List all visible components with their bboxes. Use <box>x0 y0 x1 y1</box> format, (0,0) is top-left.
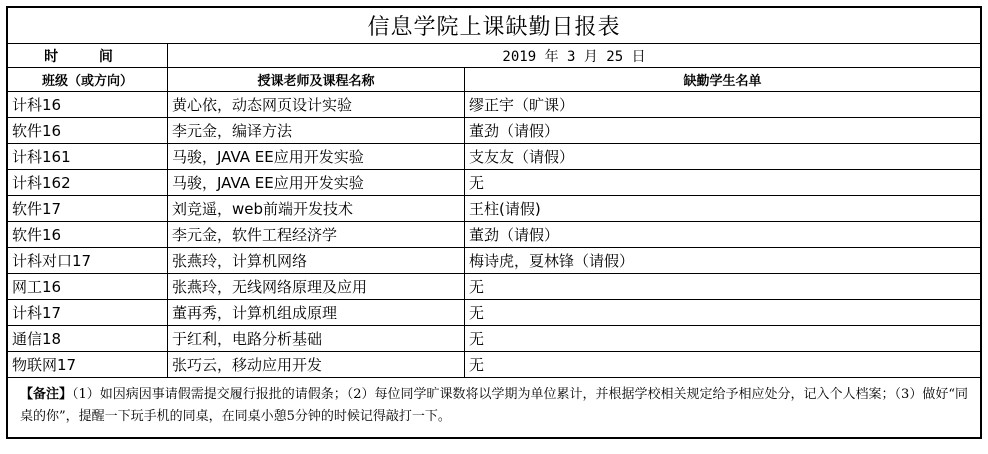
class-cell: 通信18 <box>8 326 168 352</box>
notes-row <box>8 378 981 438</box>
absence-report-sheet <box>6 6 982 439</box>
absent-cell: 缪正宇（旷课） <box>465 92 981 118</box>
time-label: 时 间 <box>8 44 168 68</box>
table-row <box>8 196 981 222</box>
class-cell: 计科对口17 <box>8 248 168 274</box>
absent-cell: 无 <box>465 300 981 326</box>
class-cell: 网工16 <box>8 274 168 300</box>
teacher-course-cell: 刘竞遥，web前端开发技术 <box>168 196 465 222</box>
table-row <box>8 274 981 300</box>
table-row <box>8 300 981 326</box>
report-title: 信息学院上课缺勤日报表 <box>8 8 981 44</box>
absent-cell: 董劲（请假） <box>465 222 981 248</box>
absent-cell: 支友友（请假） <box>465 144 981 170</box>
absent-cell: 董劲（请假） <box>465 118 981 144</box>
teacher-course-cell: 李元金，软件工程经济学 <box>168 222 465 248</box>
teacher-course-cell: 张燕玲，计算机网络 <box>168 248 465 274</box>
notes-cell <box>8 378 981 438</box>
class-cell: 计科161 <box>8 144 168 170</box>
notes-lead: 【备注】 <box>20 387 73 402</box>
header-row <box>8 68 981 92</box>
table-row <box>8 118 981 144</box>
class-cell: 物联网17 <box>8 352 168 378</box>
header-class: 班级（或方向） <box>8 68 168 92</box>
class-cell: 软件16 <box>8 118 168 144</box>
absent-cell: 无 <box>465 352 981 378</box>
class-cell: 软件16 <box>8 222 168 248</box>
table-row <box>8 144 981 170</box>
class-cell: 计科162 <box>8 170 168 196</box>
class-cell: 计科16 <box>8 92 168 118</box>
table-row <box>8 248 981 274</box>
table-row <box>8 170 981 196</box>
header-absent-students: 缺勤学生名单 <box>465 68 981 92</box>
teacher-course-cell: 马骏，JAVA EE应用开发实验 <box>168 170 465 196</box>
absent-cell: 王柱(请假) <box>465 196 981 222</box>
class-cell: 计科17 <box>8 300 168 326</box>
absent-cell: 无 <box>465 326 981 352</box>
teacher-course-cell: 李元金，编译方法 <box>168 118 465 144</box>
notes-text: （1）如因病因事请假需提交履行报批的请假条；（2）每位同学旷课数将以学期为单位累计，并根据学校相关规定给予相应处分，记入个人档案；（3）做好“同桌的你”，提醒一下玩手机的同桌，在同桌小憩5分钟的时候记得敲打一下。 <box>20 387 968 424</box>
teacher-course-cell: 董再秀，计算机组成原理 <box>168 300 465 326</box>
teacher-course-cell: 黄心依，动态网页设计实验 <box>168 92 465 118</box>
class-cell: 软件17 <box>8 196 168 222</box>
table-row <box>8 92 981 118</box>
teacher-course-cell: 张巧云，移动应用开发 <box>168 352 465 378</box>
absent-cell: 梅诗虎，夏林锋（请假） <box>465 248 981 274</box>
teacher-course-cell: 于红利，电路分析基础 <box>168 326 465 352</box>
teacher-course-cell: 张燕玲，无线网络原理及应用 <box>168 274 465 300</box>
table-row <box>8 352 981 378</box>
absence-report-table <box>7 7 981 438</box>
absent-cell: 无 <box>465 274 981 300</box>
teacher-course-cell: 马骏，JAVA EE应用开发实验 <box>168 144 465 170</box>
table-row <box>8 326 981 352</box>
header-teacher-course: 授课老师及课程名称 <box>168 68 465 92</box>
table-row <box>8 222 981 248</box>
absent-cell: 无 <box>465 170 981 196</box>
report-date: 2019 年 3 月 25 日 <box>168 44 981 68</box>
